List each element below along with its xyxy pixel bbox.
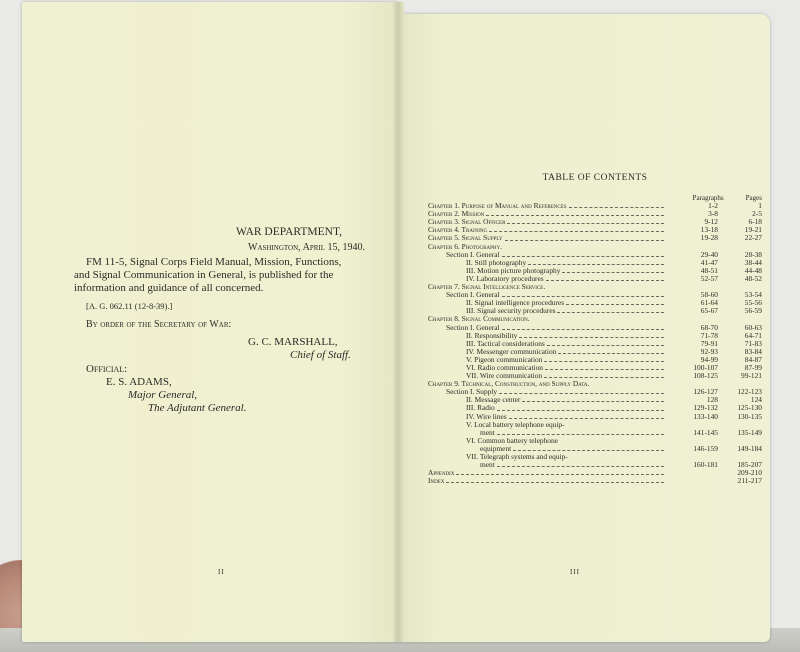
body-line-3: information and guidance of all concerned. <box>74 282 264 294</box>
toc-entry-label: ment <box>480 427 495 437</box>
war-department-heading: WAR DEPARTMENT, <box>236 226 343 238</box>
toc-entry-label: Chapter 1. Purpose of Manual and References <box>428 201 567 211</box>
toc-entry-label: V. Pigeon communication <box>466 354 543 364</box>
toc-entry-pages: 71-83 <box>744 338 762 348</box>
toc-entry-pages: 1 <box>758 201 762 211</box>
signer-title: Chief of Staff. <box>290 349 351 361</box>
toc-entry-pages: 53-54 <box>744 290 762 300</box>
toc-entry-label: VI. Radio communication <box>466 362 543 372</box>
leader-dots <box>486 215 664 216</box>
toc-entry-paragraphs: 94-99 <box>700 354 718 364</box>
toc-entry-label: VII. Telegraph systems and equip- <box>466 452 568 461</box>
toc-entry-paragraphs: 100-107 <box>693 362 718 372</box>
toc-entry-paragraphs: 141-145 <box>693 427 718 437</box>
toc-entry-pages: 125-130 <box>737 403 762 413</box>
leader-dots <box>546 280 664 281</box>
leader-dots <box>502 329 664 330</box>
leader-dots <box>519 337 664 338</box>
toc-entry-pages: 38-44 <box>744 257 762 267</box>
toc-entry-paragraphs: 52-57 <box>700 273 718 283</box>
toc-entry-label: II. Message center <box>466 395 521 405</box>
leader-dots <box>446 482 664 483</box>
toc-entry-paragraphs: 58-60 <box>700 290 718 300</box>
toc-entry-label: V. Local battery telephone equip- <box>466 419 565 429</box>
toc-entry-paragraphs: 61-64 <box>700 298 718 308</box>
toc-entry-label: ment <box>480 460 495 470</box>
toc-entry-paragraphs: 71-78 <box>700 330 718 340</box>
right-page <box>398 14 770 642</box>
leader-dots <box>569 207 664 208</box>
signer-name: G. C. MARSHALL, <box>248 336 338 348</box>
body-line-1: FM 11-5, Signal Corps Field Manual, Mission, Functions, <box>86 256 342 268</box>
toc-entry-paragraphs: 92-93 <box>700 346 718 356</box>
book-gutter <box>392 2 404 642</box>
toc-entry-pages: 2-5 <box>752 209 762 219</box>
toc-entry-label: Section I. Supply <box>446 387 498 397</box>
toc-entry-pages: 28-38 <box>744 249 762 259</box>
toc-entry-paragraphs: 128 <box>706 395 718 405</box>
toc-entry-pages: 55-56 <box>744 298 762 308</box>
leader-dots <box>456 474 664 475</box>
toc-entry-pages: 48-52 <box>744 273 762 283</box>
leader-dots <box>544 377 664 378</box>
toc-entry-pages: 6-18 <box>748 217 762 227</box>
toc-entry-pages: 122-123 <box>737 387 762 397</box>
leader-dots <box>544 361 664 362</box>
toc-entries <box>428 202 762 485</box>
toc-entry-paragraphs: 160-181 <box>693 460 718 470</box>
official-label: Official: <box>86 363 128 375</box>
toc-entry-paragraphs: 108-125 <box>693 371 718 381</box>
toc-entry-label: equipment <box>480 443 512 453</box>
toc-entry-paragraphs: 41-47 <box>700 257 718 267</box>
by-order-line: By order of the Secretary of War: <box>86 319 232 330</box>
toc-entry-label: Section I. General <box>446 249 500 259</box>
toc-entry-label: Chapter 9. Technical, Construction, and Supply Data. <box>428 379 590 389</box>
toc-entry-paragraphs: 48-51 <box>700 265 718 275</box>
toc-entry-paragraphs: 126-127 <box>693 387 718 397</box>
leader-dots <box>502 256 664 257</box>
toc-entry-label: Appendix <box>428 468 455 478</box>
toc-entry-label: Section I. General <box>446 290 500 300</box>
toc-entry-label: II. Responsibility <box>466 330 518 340</box>
toc-entry-pages: 22-27 <box>744 233 762 243</box>
toc-entry-pages: 149-184 <box>737 443 762 453</box>
toc-entry-label: IV. Wire lines <box>466 411 507 421</box>
toc-entry-label: Chapter 2. Mission <box>428 209 485 219</box>
toc-entry-label: VI. Common battery telephone <box>466 435 558 445</box>
toc-entry-pages: 87-99 <box>744 362 762 372</box>
toc-entry-label: Chapter 8. Signal Communication. <box>428 314 530 324</box>
toc-entry-pages: 64-71 <box>744 330 762 340</box>
toc-entry-label: Chapter 7. Signal Intelligence Service. <box>428 282 546 292</box>
toc-entry-label: Chapter 6. Photography. <box>428 241 502 251</box>
leader-dots <box>513 450 664 451</box>
leader-dots <box>497 434 664 435</box>
toc-entry-paragraphs: 1-2 <box>708 201 718 211</box>
dateline: Washington, April 15, 1940. <box>248 242 365 253</box>
toc-entry-pages: 124 <box>750 395 762 405</box>
official-rank: Major General, <box>128 389 198 401</box>
toc-entry-paragraphs: 19-28 <box>700 233 718 243</box>
official-name: E. S. ADAMS, <box>106 376 172 388</box>
leader-dots <box>502 296 664 297</box>
toc-entry-label: Chapter 3. Signal Officer <box>428 217 506 227</box>
toc-entry <box>428 477 762 485</box>
toc-entry-pages: 19-21 <box>744 225 762 235</box>
reference-code: [A. G. 062.11 (12-8-39).] <box>86 301 173 311</box>
toc-entry-label: IV. Messenger communication <box>466 346 557 356</box>
leader-dots <box>509 418 664 419</box>
toc-entry-paragraphs: 29-40 <box>700 249 718 259</box>
leader-dots <box>545 369 664 370</box>
toc-entry-label: Chapter 5. Signal Supply <box>428 233 503 243</box>
leader-dots <box>557 312 664 313</box>
toc-entry-pages: 99-121 <box>741 371 762 381</box>
leader-dots <box>497 466 664 467</box>
toc-entry-paragraphs: 146-159 <box>693 443 718 453</box>
toc-entry-label: Chapter 4. Training <box>428 225 488 235</box>
left-page-number: II <box>218 568 225 576</box>
toc-entry <box>428 469 762 477</box>
toc-entry-label: IV. Laboratory procedures <box>466 273 544 283</box>
toc-entry-paragraphs: 9-12 <box>704 217 718 227</box>
right-page-number: III <box>570 568 580 576</box>
toc-entry-pages: 209-210 <box>737 468 762 478</box>
leader-dots <box>547 345 664 346</box>
leader-dots <box>528 264 664 265</box>
leader-dots <box>507 223 664 224</box>
official-title: The Adjutant General. <box>148 402 247 414</box>
leader-dots <box>489 231 664 232</box>
toc-entry-paragraphs: 79-91 <box>700 338 718 348</box>
toc-entry-label: II. Still photography <box>466 257 527 267</box>
toc-entry-pages: 130-135 <box>737 411 762 421</box>
toc-entry-paragraphs: 3-8 <box>708 209 718 219</box>
toc-entry-paragraphs: 129-132 <box>693 403 718 413</box>
toc-entry-pages: 84-87 <box>744 354 762 364</box>
toc-entry-pages: 60-63 <box>744 322 762 332</box>
toc-entry-label: III. Radio <box>466 403 495 413</box>
leader-dots <box>505 240 664 241</box>
toc-entry-label: Section I. General <box>446 322 500 332</box>
body-line-2: and Signal Communication in General, is published for the <box>74 269 334 281</box>
col-pages-header: Pages <box>745 194 762 203</box>
leader-dots <box>522 401 664 402</box>
toc-entry-pages: 56-59 <box>744 306 762 316</box>
toc-entry-pages: 83-84 <box>744 346 762 356</box>
table-of-contents <box>428 174 762 485</box>
toc-entry-label: III. Motion picture photography <box>466 265 561 275</box>
toc-entry-label: Index <box>428 476 445 486</box>
toc-entry-pages: 211-217 <box>737 476 762 486</box>
toc-entry-pages: 44-48 <box>744 265 762 275</box>
leader-dots <box>497 410 664 411</box>
toc-entry-paragraphs: 68-70 <box>700 322 718 332</box>
toc-entry-paragraphs: 13-18 <box>700 225 718 235</box>
toc-entry-label: VII. Wire communication <box>466 371 543 381</box>
leader-dots <box>562 272 664 273</box>
leader-dots <box>566 304 664 305</box>
toc-entry-pages: 135-149 <box>737 427 762 437</box>
toc-entry-label: II. Signal intelligence procedures <box>466 298 565 308</box>
toc-entry-label: III. Signal security procedures <box>466 306 556 316</box>
toc-entry-paragraphs: 133-140 <box>693 411 718 421</box>
toc-entry <box>428 461 762 469</box>
toc-entry-label: III. Tactical considerations <box>466 338 545 348</box>
left-page <box>22 2 398 642</box>
leader-dots <box>558 353 664 354</box>
leader-dots <box>499 393 664 394</box>
toc-entry-pages: 185-207 <box>737 460 762 470</box>
col-paragraphs-header: Paragraphs <box>692 194 724 203</box>
toc-title: TABLE OF CONTENTS <box>542 173 648 183</box>
toc-entry-paragraphs: 65-67 <box>700 306 718 316</box>
